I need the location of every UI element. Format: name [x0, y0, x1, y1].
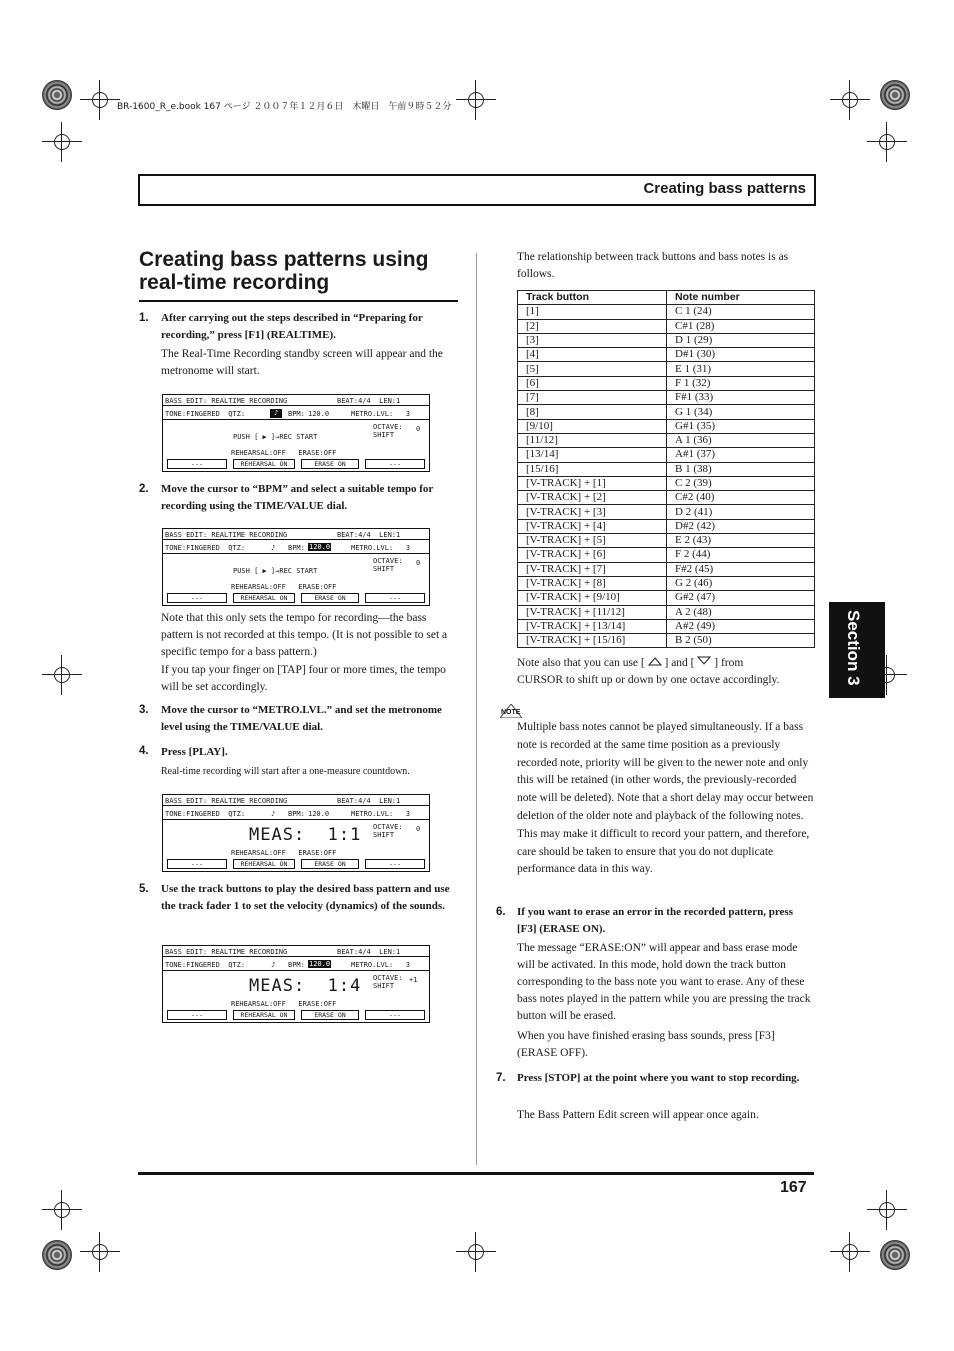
note-number-cell: F#1 (33)	[667, 391, 815, 405]
f4-soft-button: ---	[365, 1010, 425, 1020]
note-text: Multiple bass notes cannot be played simultaneously. If a bass note is recorded at the same time position as a previously recorded note, priority will be given to the newer note and only this will be retained (in other words, the previously-recorded note will be deleted). Note that a short delay may occur between deletion of the older note and playback of the following notes. This may make it difficult to record your pattern, and therefore, care should be taken to ensure that you do not duplicate performance data in this way.	[517, 721, 814, 876]
lcd-title: BASS EDIT: REALTIME RECORDING	[165, 397, 288, 405]
crop-mark	[80, 80, 120, 120]
step-body: If you tap your finger on [TAP] four or more times, the tempo will be set accordingly.	[161, 664, 446, 693]
note-number-cell: C#1 (28)	[667, 319, 815, 333]
lcd-octave-value: 0	[416, 825, 421, 833]
lcd-octave-value: 0	[416, 425, 421, 433]
lcd-screen-recording	[162, 945, 430, 1023]
table-row	[518, 376, 815, 390]
registration-disc	[42, 1240, 72, 1270]
f1-soft-button: ---	[167, 459, 227, 469]
f2-soft-button: REHEARSAL ON	[233, 459, 295, 469]
lcd-beat: BEAT:4/4 LEN:1	[337, 531, 401, 539]
note-number-cell: B 2 (50)	[667, 634, 815, 648]
lcd-measure: MEAS: 1:4	[249, 976, 362, 996]
crop-mark	[42, 122, 82, 162]
lcd-bpm: 120.0	[308, 410, 330, 418]
section-tab-label: Section 3	[844, 610, 863, 686]
step-body: Real-time recording will start after a one-measure countdown.	[161, 766, 410, 777]
table-row	[518, 548, 815, 562]
track-button-cell: [3]	[518, 333, 667, 347]
lcd-title: BASS EDIT: REALTIME RECORDING	[165, 797, 288, 805]
table-row	[518, 634, 815, 648]
track-button-cell: [V-TRACK] + [11/12]	[518, 605, 667, 619]
f3-soft-button: ERASE ON	[301, 1010, 359, 1020]
track-button-cell: [4]	[518, 348, 667, 362]
track-button-cell: [8]	[518, 405, 667, 419]
track-button-cell: [V-TRACK] + [5]	[518, 534, 667, 548]
title-rule	[139, 300, 458, 302]
page-title: Creating bass patterns using real-time recording	[139, 248, 429, 294]
note-number-cell: D#2 (42)	[667, 519, 815, 533]
track-button-cell: [7]	[518, 391, 667, 405]
note-number-cell: E 1 (31)	[667, 362, 815, 376]
table-row	[518, 419, 815, 433]
f2-soft-button: REHEARSAL ON	[233, 1010, 295, 1020]
table-row	[518, 391, 815, 405]
table-row	[518, 591, 815, 605]
page-number: 167	[780, 1179, 807, 1196]
step-instruction: Press [STOP] at the point where you want to stop recording.	[517, 1072, 800, 1084]
lcd-metro: METRO.LVL: 3	[351, 410, 411, 418]
step-number: 5.	[139, 883, 149, 895]
step-instruction: Use the track buttons to play the desired bass pattern and use the track fader 1 to set the velocity (dynamics) of the sounds.	[161, 883, 450, 912]
track-button-cell: [V-TRACK] + [1]	[518, 476, 667, 490]
note-number-cell: E 2 (43)	[667, 534, 815, 548]
table-row	[518, 319, 815, 333]
table-row	[518, 491, 815, 505]
step-instruction: Press [PLAY].	[161, 746, 228, 758]
table-row	[518, 433, 815, 447]
note-number-cell: B 1 (38)	[667, 462, 815, 476]
step-number: 1.	[139, 312, 149, 324]
lcd-metro: METRO.LVL: 3	[351, 961, 411, 969]
note-number-cell: A#1 (37)	[667, 448, 815, 462]
f4-soft-button: ---	[365, 859, 425, 869]
lcd-octave: OCTAVE: SHIFT	[373, 823, 403, 839]
track-button-cell: [13/14]	[518, 448, 667, 462]
note-number-cell: F#2 (45)	[667, 562, 815, 576]
lcd-tone: TONE:FINGERED QTZ:	[165, 810, 246, 818]
track-button-cell: [2]	[518, 319, 667, 333]
table-row	[518, 562, 815, 576]
step-body: When you have finished erasing bass sounds, press [F3] (ERASE OFF).	[517, 1030, 775, 1059]
column-divider	[476, 253, 477, 1165]
crop-mark	[42, 1190, 82, 1230]
lcd-bpm-label: BPM:	[288, 810, 305, 818]
note-number-cell: G 1 (34)	[667, 405, 815, 419]
track-button-cell: [V-TRACK] + [6]	[518, 548, 667, 562]
note-number-cell: F 1 (32)	[667, 376, 815, 390]
f4-soft-button: ---	[365, 593, 425, 603]
cursor-note-text: ] and [	[664, 657, 695, 670]
crop-mark	[830, 80, 870, 120]
f3-soft-button: ERASE ON	[301, 593, 359, 603]
note-number-cell: C#2 (40)	[667, 491, 815, 505]
table-row	[518, 576, 815, 590]
step-instruction: If you want to erase an error in the recorded pattern, press [F3] (ERASE ON).	[517, 906, 793, 935]
lcd-bpm-selected: 120.0	[309, 960, 331, 968]
step-instruction: Move the cursor to “METRO.LVL.” and set the metronome level using the TIME/VALUE dial.	[161, 704, 442, 733]
note-number-cell: D#1 (30)	[667, 348, 815, 362]
lcd-push: PUSH [ ▶ ]→REC START	[233, 567, 318, 575]
lcd-beat: BEAT:4/4 LEN:1	[337, 948, 401, 956]
step-number: 2.	[139, 483, 149, 495]
table-row	[518, 605, 815, 619]
step-instruction: After carrying out the steps described in “Preparing for recording,” press [F1] (REALTIME).	[161, 312, 423, 341]
note-number-cell: C 2 (39)	[667, 476, 815, 490]
track-button-cell: [V-TRACK] + [2]	[518, 491, 667, 505]
crop-mark	[867, 122, 907, 162]
cursor-down-icon	[697, 655, 711, 672]
crop-mark	[80, 1232, 120, 1272]
track-button-cell: [6]	[518, 376, 667, 390]
track-button-cell: [V-TRACK] + [9/10]	[518, 591, 667, 605]
table-row	[518, 462, 815, 476]
cursor-note-2: CURSOR to shift up or down by one octave accordingly.	[517, 674, 780, 686]
table-row	[518, 362, 815, 376]
step-number: 7.	[496, 1072, 506, 1084]
registration-disc	[880, 1240, 910, 1270]
track-button-cell: [V-TRACK] + [4]	[518, 519, 667, 533]
lcd-bpm: 120.0	[308, 810, 330, 818]
step-body: Note that this only sets the tempo for recording—the bass pattern is not recorded at this tempo. (It is not possible to set a specific tempo for a bass pattern.)	[161, 612, 448, 658]
lcd-bpm-label: BPM:	[288, 410, 305, 418]
lcd-push: PUSH [ ▶ ]→REC START	[233, 433, 318, 441]
table-row	[518, 348, 815, 362]
table-row	[518, 333, 815, 347]
note-number-cell: G#1 (35)	[667, 419, 815, 433]
lcd-status: REHEARSAL:OFF ERASE:OFF	[231, 849, 337, 857]
note-number-cell: F 2 (44)	[667, 548, 815, 562]
step-body: The Bass Pattern Edit screen will appear once again.	[517, 1109, 759, 1121]
note-number-cell: A 1 (36)	[667, 433, 815, 447]
note-icon: ♪	[270, 409, 282, 418]
lcd-tone: TONE:FINGERED QTZ:	[165, 961, 246, 969]
f1-soft-button: ---	[167, 859, 227, 869]
f2-soft-button: REHEARSAL ON	[233, 859, 295, 869]
note-number-cell: A 2 (48)	[667, 605, 815, 619]
lcd-octave-value: 0	[416, 559, 421, 567]
table-intro: The relationship between track buttons and bass notes is as follows.	[517, 251, 789, 280]
header-title: Creating bass patterns	[643, 180, 806, 197]
column-header: Note number	[667, 291, 815, 305]
section-tab	[829, 602, 885, 698]
lcd-beat: BEAT:4/4 LEN:1	[337, 797, 401, 805]
track-button-cell: [V-TRACK] + [13/14]	[518, 619, 667, 633]
lcd-screen-standby	[162, 394, 430, 472]
track-button-cell: [V-TRACK] + [8]	[518, 576, 667, 590]
lcd-tone: TONE:FINGERED QTZ:	[165, 410, 246, 418]
track-button-cell: [1]	[518, 305, 667, 319]
note-number-cell: C 1 (24)	[667, 305, 815, 319]
lcd-metro: METRO.LVL: 3	[351, 810, 411, 818]
cursor-note-text: ] from	[714, 657, 744, 670]
table-row	[518, 534, 815, 548]
track-button-cell: [15/16]	[518, 462, 667, 476]
step-number: 3.	[139, 704, 149, 716]
f2-soft-button: REHEARSAL ON	[233, 593, 295, 603]
file-info: BR-1600_R_e.book 167 ページ ２００７年１２月６日 木曜日 午前９時５２分	[117, 102, 452, 112]
table-row	[518, 476, 815, 490]
table-row	[518, 305, 815, 319]
step-body: The message “ERASE:ON” will appear and bass erase mode will be activated. In this mode, hold down the track button corresponding to the bass note you want to erase. Any of these bass notes played in the pattern while you are pressing the track button will be erased.	[517, 942, 811, 1022]
crop-mark	[456, 80, 496, 120]
f1-soft-button: ---	[167, 593, 227, 603]
lcd-status: REHEARSAL:OFF ERASE:OFF	[231, 1000, 337, 1008]
lcd-status: REHEARSAL:OFF ERASE:OFF	[231, 449, 337, 457]
track-button-cell: [9/10]	[518, 419, 667, 433]
note-icon: ♪	[271, 810, 276, 818]
track-button-cell: [V-TRACK] + [7]	[518, 562, 667, 576]
lcd-title: BASS EDIT: REALTIME RECORDING	[165, 948, 288, 956]
footer-rule	[138, 1172, 814, 1175]
step-body: The Real-Time Recording standby screen will appear and the metronome will start.	[161, 348, 443, 377]
lcd-status: REHEARSAL:OFF ERASE:OFF	[231, 583, 337, 591]
note-number-cell: G#2 (47)	[667, 591, 815, 605]
track-button-cell: [V-TRACK] + [15/16]	[518, 634, 667, 648]
note-number-cell: G 2 (46)	[667, 576, 815, 590]
table-row	[518, 448, 815, 462]
cursor-note	[517, 655, 817, 672]
lcd-octave: OCTAVE: SHIFT	[373, 974, 403, 990]
crop-mark	[867, 1190, 907, 1230]
crop-mark	[830, 1232, 870, 1272]
lcd-measure: MEAS: 1:1	[249, 825, 362, 845]
table-row	[518, 619, 815, 633]
note-icon-badge	[500, 704, 522, 718]
column-header: Track button	[518, 291, 667, 305]
note-icon: ♪	[271, 961, 276, 969]
lcd-bpm-label: BPM:	[288, 544, 305, 552]
lcd-bpm-label: BPM:	[288, 961, 305, 969]
note-number-cell: D 1 (29)	[667, 333, 815, 347]
f1-soft-button: ---	[167, 1010, 227, 1020]
lcd-octave-value: +1	[409, 976, 418, 984]
lcd-beat: BEAT:4/4 LEN:1	[337, 397, 401, 405]
cursor-note-text: Note also that you can use [	[517, 657, 645, 670]
step-number: 6.	[496, 906, 506, 918]
crop-mark	[456, 1232, 496, 1272]
f3-soft-button: ERASE ON	[301, 859, 359, 869]
note-label: NOTE	[501, 709, 521, 716]
step-number: 4.	[139, 745, 149, 757]
note-mapping-table	[517, 290, 815, 648]
f3-soft-button: ERASE ON	[301, 459, 359, 469]
registration-disc	[42, 80, 72, 110]
registration-disc	[880, 80, 910, 110]
track-button-cell: [11/12]	[518, 433, 667, 447]
lcd-title: BASS EDIT: REALTIME RECORDING	[165, 531, 288, 539]
lcd-tone: TONE:FINGERED QTZ:	[165, 544, 246, 552]
cursor-up-icon	[648, 655, 662, 672]
lcd-screen-countdown	[162, 794, 430, 872]
lcd-octave: OCTAVE: SHIFT	[373, 423, 403, 439]
note-number-cell: D 2 (41)	[667, 505, 815, 519]
note-number-cell: A#2 (49)	[667, 619, 815, 633]
table-row	[518, 405, 815, 419]
note-icon: ♪	[271, 544, 276, 552]
running-header	[138, 174, 816, 206]
f4-soft-button: ---	[365, 459, 425, 469]
crop-mark	[42, 655, 82, 695]
table-row	[518, 519, 815, 533]
lcd-bpm-selected: 120.0	[309, 543, 331, 551]
table-row	[518, 505, 815, 519]
track-button-cell: [5]	[518, 362, 667, 376]
lcd-metro: METRO.LVL: 3	[351, 544, 411, 552]
lcd-octave: OCTAVE: SHIFT	[373, 557, 403, 573]
track-button-cell: [V-TRACK] + [3]	[518, 505, 667, 519]
lcd-screen-bpm	[162, 528, 430, 606]
step-instruction: Move the cursor to “BPM” and select a suitable tempo for recording using the TIME/VALUE dial.	[161, 483, 434, 512]
